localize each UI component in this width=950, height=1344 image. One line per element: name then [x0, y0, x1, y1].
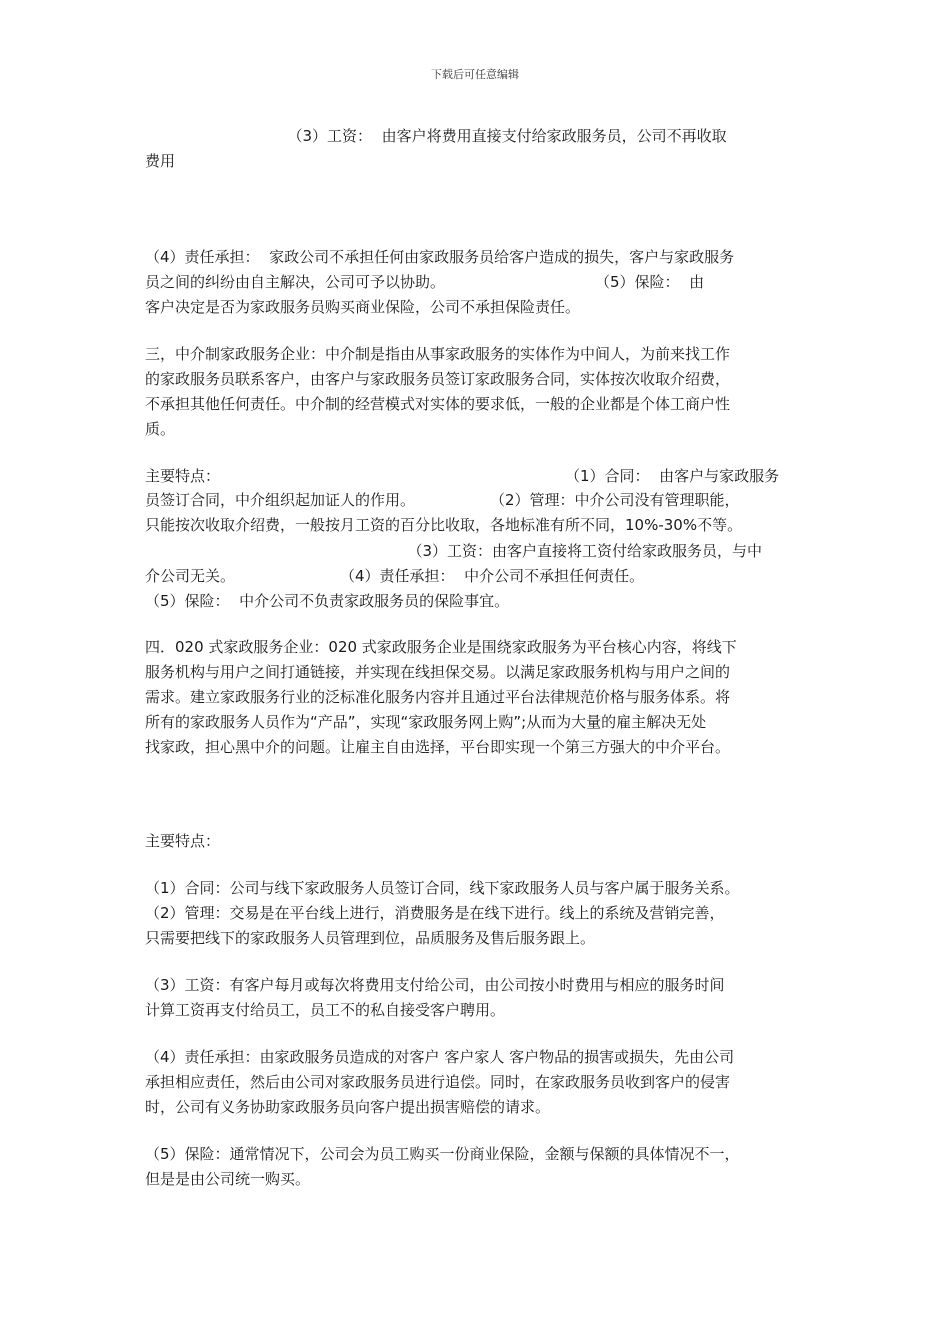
text-line: 员签订合同，中介组织起加证人的作用。 （2）管理：中介公司没有管理职能， [145, 491, 740, 509]
text-line: 需求。建立家政服务行业的泛标准化服务内容并且通过平台法律规范价格与服务体系。将 [145, 688, 731, 706]
text-line: 但是是由公司统一购买。 [145, 1170, 311, 1188]
text-line: （3）工资：有客户每月或每次将费用支付给公司，由公司按小时费用与相应的服务时间 [145, 976, 725, 994]
text-line: （5）保险：通常情况下，公司会为员工购买一份商业保险，金额与保额的具体情况不一， [145, 1145, 740, 1163]
text-line: （2）管理：交易是在平台线上进行，消费服务是在线下进行。线上的系统及营销完善， [145, 904, 725, 922]
text-line: （4）责任承担：由家政服务员造成的对客户 客户家人 客户物品的损害或损失，先由公司 [145, 1048, 735, 1066]
text-line: 质。 [145, 420, 176, 438]
text-line: 只能按次收取介绍费，一般按月工资的百分比收取，各地标准有所不同，10%-30%不等。 [145, 516, 743, 534]
text-line: 不承担其他任何责任。中介制的经营模式对实体的要求低，一般的企业都是个体工商户性 [145, 395, 731, 413]
text-line: 服务机构与用户之间打通链接，并实现在线担保交易。以满足家政服务机构与用户之间的 [145, 663, 731, 681]
text-line: 三，中介制家政服务企业：中介制是指由从事家政服务的实体作为中间人，为前来找工作 [145, 345, 731, 363]
text-line: （3）工资： 由客户将费用直接支付给家政服务员，公司不再收取 [145, 127, 727, 145]
text-line: 主要特点： [145, 832, 221, 850]
text-line: 承担相应责任，然后由公司对家政服务员进行追偿。同时，在家政服务员收到客户的侵害 [145, 1073, 731, 1091]
text-line: （1）合同：公司与线下家政服务人员签订合同，线下家政服务人员与客户属于服务关系。 [145, 879, 740, 897]
text-line: 费用 [145, 152, 176, 170]
text-line: 客户决定是否为家政服务员购买商业保险，公司不承担保险责任。 [145, 298, 581, 316]
text-line: 员之间的纠纷由自主解决，公司可予以协助。 （5）保险： 由 [145, 273, 705, 291]
text-line: 的家政服务员联系客户，由客户与家政服务员签订家政服务合同，实体按次收取介绍费， [145, 370, 731, 388]
text-line: 只需要把线下的家政服务人员管理到位，品质服务及售后服务跟上。 [145, 929, 596, 947]
text-line: 找家政，担心黑中介的问题。让雇主自由选择，平台即实现一个第三方强大的中介平台。 [145, 738, 731, 756]
text-line: 所有的家政服务人员作为“产品”，实现“家政服务网上购”;从而为大量的雇主解决无处 [145, 713, 707, 731]
text-line: 计算工资再支付给员工，员工不的私自接受客户聘用。 [145, 1001, 506, 1019]
text-line: （5）保险： 中介公司不负责家政服务员的保险事宜。 [145, 592, 510, 610]
text-line: 时，公司有义务协助家政服务员向客户提出损害赔偿的请求。 [145, 1098, 551, 1116]
text-line: （3）工资：由客户直接将工资付给家政服务员，与中 [145, 542, 763, 560]
text-line: 介公司无关。 （4）责任承担： 中介公司不承担任何责任。 [145, 567, 645, 585]
text-line: 四．020 式家政服务企业：020 式家政服务企业是围绕家政服务为平台核心内容，将线下 [145, 638, 737, 656]
page-header: 下载后可任意编辑 [431, 68, 519, 81]
text-line: （4）责任承担： 家政公司不承担任何由家政服务员给客户造成的损失，客户与家政服务 [145, 248, 735, 266]
text-line: 主要特点： （1）合同： 由客户与家政服务 [145, 467, 780, 485]
